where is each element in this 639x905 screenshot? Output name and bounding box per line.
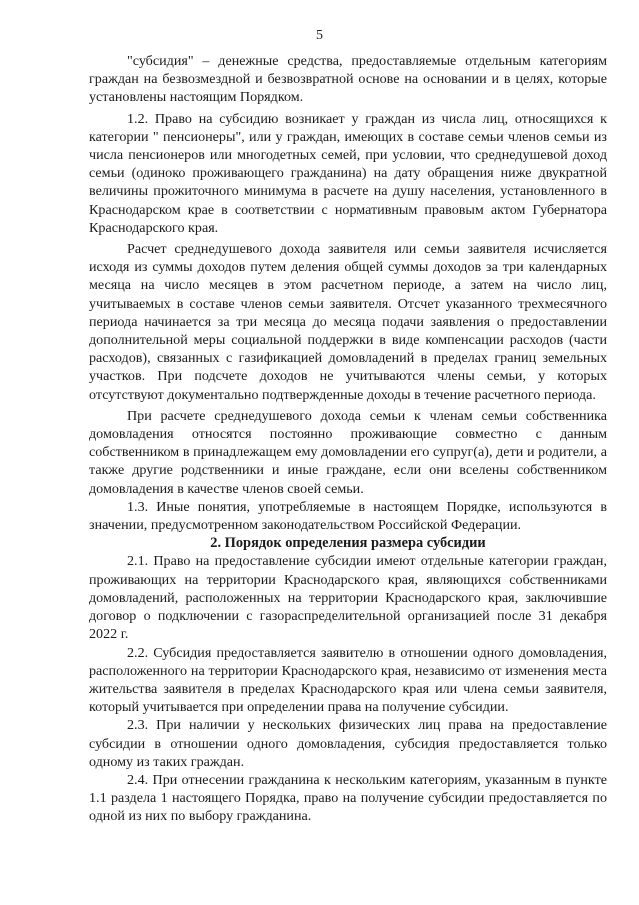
paragraph-2-2: 2.2. Субсидия предоставляется заявителю в отношении одного домовладения, расположенного на территории Краснодарского края, независимо от изменения места жительства заявителя в пределах Краснодарского края или члена семьи заявителя, который учитывается при определении права на получение субсидии. xyxy=(89,644,607,716)
paragraph-subsidy-definition: "субсидия" – денежные средства, предоставляемые отдельным категориям граждан на безвозмездной и безвозвратной основе на основании и в целях, которые установлены настоящим Порядком. xyxy=(89,53,607,106)
paragraph-2-1: 2.1. Право на предоставление субсидии имеют отдельные категории граждан, проживающих на территории Краснодарского края, являющихся собственниками домовладений, расположенных на территории Краснодарского края, заключившие договор о подключении с газораспределительной организацией после 31 декабря 2022 г. xyxy=(89,553,607,643)
paragraph-1-3: 1.3. Иные понятия, употребляемые в настоящем Порядке, используются в значении, предусмотренном законодательством Российской Федерации. xyxy=(89,498,607,534)
page-number: 5 xyxy=(316,28,323,43)
document-body xyxy=(89,52,607,826)
paragraph-family-members: При расчете среднедушевого дохода семьи к членам семьи собственника домовладения относятся постоянно проживающие совместно с данным собственником в принадлежащем ему домовладении его супруг(а), дети и родители, а также другие родственники и иные граждане, если они вселены собственником домовладения в качестве членов своей семьи. xyxy=(89,407,607,497)
paragraph-income-calculation: Расчет среднедушевого дохода заявителя или семьи заявителя исчисляется исходя из суммы доходов путем деления общей суммы доходов за три календарных месяца на число месяцев в этом расчетном периоде, а затем на число лиц, учитываемых в составе членов семьи заявителя. Отсчет указанного трехмесячного периода начинается за три месяца до месяца подачи заявления о предоставлении дополнительной меры социальной поддержки в виде компенсации расходов (части расходов), связанных с газификацией домовладений в пределах границ земельных участков. При подсчете доходов не учитываются члены семьи, у которых отсутствуют документально подтвержденные доходы в течение расчетного периода. xyxy=(89,241,607,403)
paragraph-1-2: 1.2. Право на субсидию возникает у граждан из числа лиц, относящихся к категории " пенсионеры", или у граждан, имеющих в составе семьи членов семьи из числа пенсионеров или многодетных семей, при условии, что среднедушевой доход семьи (одиноко проживающего гражданина) на дату обращения ниже двукратной величины прожиточного минимума в расчете на душу населения, установленного в Краснодарском крае в соответствии с нормативным правовым актом Губернатора Краснодарского края. xyxy=(89,110,607,236)
paragraph-2-4: 2.4. При отнесении гражданина к нескольким категориям, указанным в пункте 1.1 раздела 1 настоящего Порядка, право на получение субсидии предоставляется по одной из них по выбору гражданина. xyxy=(89,771,607,825)
paragraph-2-3: 2.3. При наличии у нескольких физических лиц права на предоставление субсидии в отношении одного домовладения, субсидия предоставляется только одному из таких граждан. xyxy=(89,717,607,770)
section-heading: 2. Порядок определения размера субсидии xyxy=(210,535,486,552)
